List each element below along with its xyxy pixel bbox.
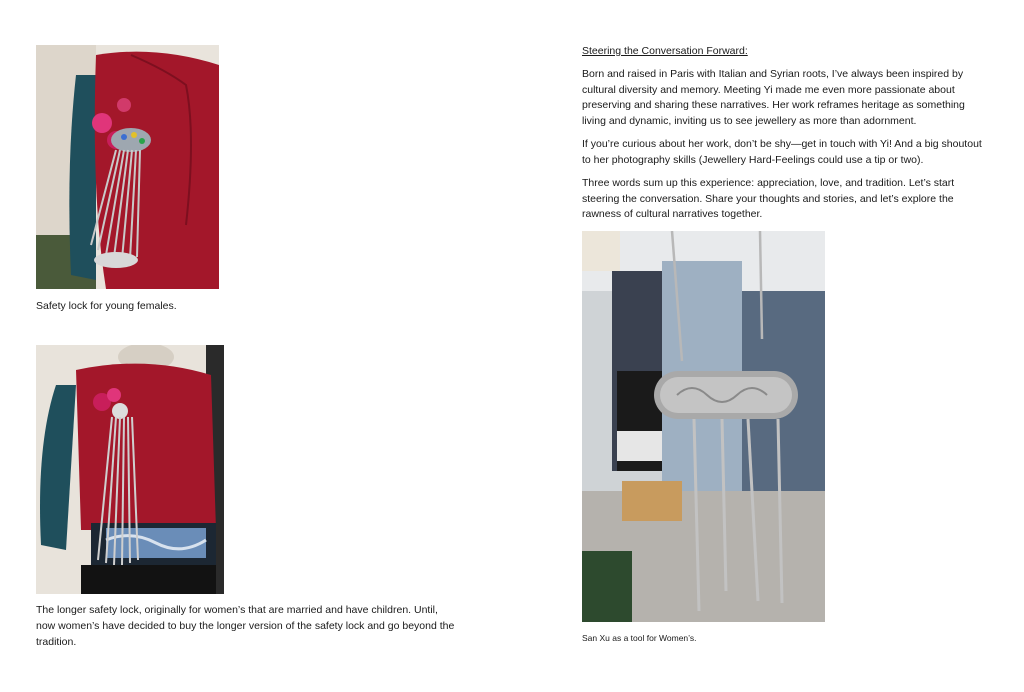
paragraph-background: Born and raised in Paris with Italian and Syrian roots, I’ve always been inspired by cultural diversity and memory. Meeting Yi made me even more passionate about preserving and sharing these narratives. Her work reframes heritage as something living and dynamic, inviting us to see jewellery as more than adornment. (582, 68, 965, 127)
caption-long-safety-lock: The longer safety lock, originally for women’s that are married and have children. Until, now women’s have decided to buy the longer version of the safety lock and go beyond the tradition. (36, 604, 455, 648)
section-heading: Steering the Conversation Forward: (582, 45, 748, 57)
short-safety-lock-image (36, 45, 219, 289)
paragraph-three-words: Three words sum up this experience: appreciation, love, and tradition. Let’s start steering the conversation. Share your thoughts and stories, and let’s explore the rawness of cultural narratives together. (582, 177, 955, 220)
long-safety-lock-image (36, 345, 224, 594)
photo-short-safety-lock (36, 45, 219, 289)
photo-san-xu (582, 231, 825, 622)
caption-short-safety-lock: Safety lock for young females. (36, 300, 177, 312)
paragraph-contact: If you’re curious about her work, don’t be shy—get in touch with Yi! And a big shoutout to her photography skills (Jewellery Hard-Feelings could use a tip or two). (582, 138, 982, 166)
photo-long-safety-lock (36, 345, 224, 594)
caption-san-xu: San Xu as a tool for Women’s. (582, 633, 697, 643)
san-xu-image (582, 231, 825, 622)
